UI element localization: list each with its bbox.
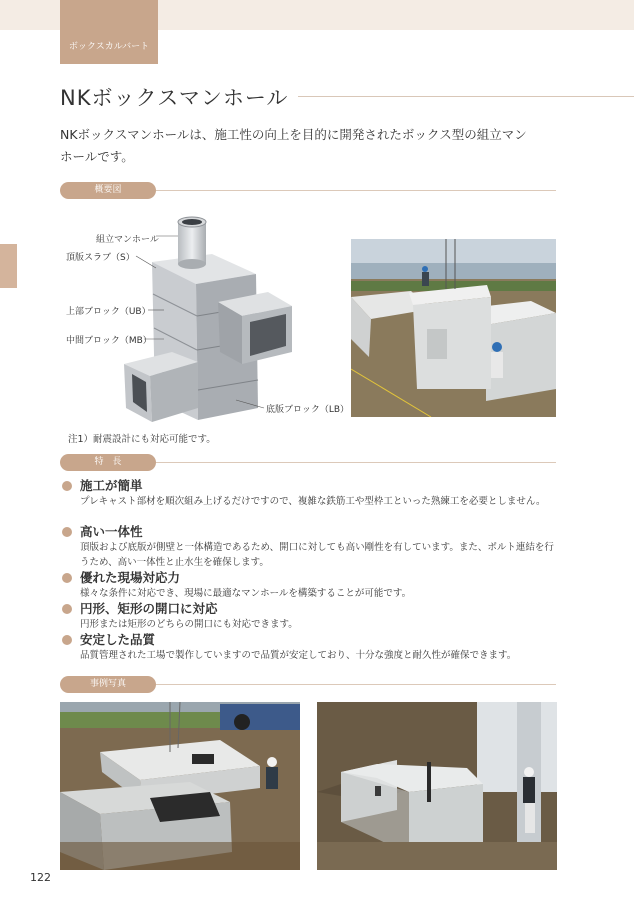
feature-text: プレキャスト部材を順次組み上げるだけですので、複雑な鉄筋工や型枠工といった熟練工を必要としません。	[80, 496, 546, 507]
feature-item	[60, 524, 560, 570]
photo-example-1-image	[60, 702, 300, 870]
feature-item	[60, 601, 560, 632]
section-rule	[156, 190, 556, 191]
bullet-icon	[62, 481, 72, 491]
feature-heading: 優れた現場対応力	[80, 570, 181, 585]
bullet-icon	[62, 527, 72, 537]
label-upper-block: 上部ブロック（UB）	[66, 307, 151, 317]
label-leader-lines	[60, 212, 346, 428]
section-rule	[156, 462, 556, 463]
feature-heading: 円形、矩形の開口に対応	[80, 601, 218, 616]
photo-example-1	[60, 702, 300, 870]
feature-text: 様々な条件に対応でき、現場に最適なマンホールを構築することが可能です。	[80, 588, 412, 599]
photo-example-2	[317, 702, 557, 870]
page-number: 122	[30, 871, 51, 884]
section-features-label: 特 長	[60, 454, 156, 471]
photo-installation-image	[351, 239, 556, 417]
side-index-tab	[0, 244, 17, 288]
label-top-slab: 頂版スラブ（S）	[66, 253, 135, 263]
note-text: 注1）耐震設計にも対応可能です。	[68, 434, 216, 445]
section-rule	[156, 684, 556, 685]
photo-installation	[351, 239, 556, 417]
section-examples-label: 事例写真	[60, 676, 156, 693]
manhole-diagram	[60, 212, 350, 428]
feature-text: 頂版および底版が側壁と一体構造であるため、開口に対しても高い剛性を有しています。また、ボルト連結を行うため、高い一体性と止水生を確保します。	[80, 542, 554, 568]
feature-item	[60, 478, 560, 509]
page-title: NKボックスマンホール	[60, 86, 289, 110]
feature-heading: 高い一体性	[80, 524, 143, 539]
intro-text: NKボックスマンホールは、施工性の向上を目的に開発されたボックス型の組立マンホールです。	[60, 127, 527, 164]
title-rule	[298, 96, 634, 97]
feature-text: 円形または矩形のどちらの開口にも対応できます。	[80, 619, 298, 630]
bullet-icon	[62, 635, 72, 645]
label-middle-block: 中間ブロック（MB）	[66, 336, 152, 346]
label-manhole: 組立マンホール	[96, 235, 159, 245]
feature-heading: 安定した品質	[80, 632, 156, 647]
feature-item	[60, 570, 560, 601]
photo-example-2-image	[317, 702, 557, 870]
feature-text: 品質管理された工場で製作していますので品質が安定しており、十分な強度と耐久性が確保できます。	[80, 650, 517, 661]
bullet-icon	[62, 573, 72, 583]
bullet-icon	[62, 604, 72, 614]
feature-item	[60, 632, 560, 663]
category-tab: ボックスカルバート	[60, 0, 158, 64]
section-overview-label: 概要図	[60, 182, 156, 199]
feature-heading: 施工が簡単	[80, 478, 143, 493]
label-bottom-block: 底版ブロック（LB）	[266, 405, 350, 415]
